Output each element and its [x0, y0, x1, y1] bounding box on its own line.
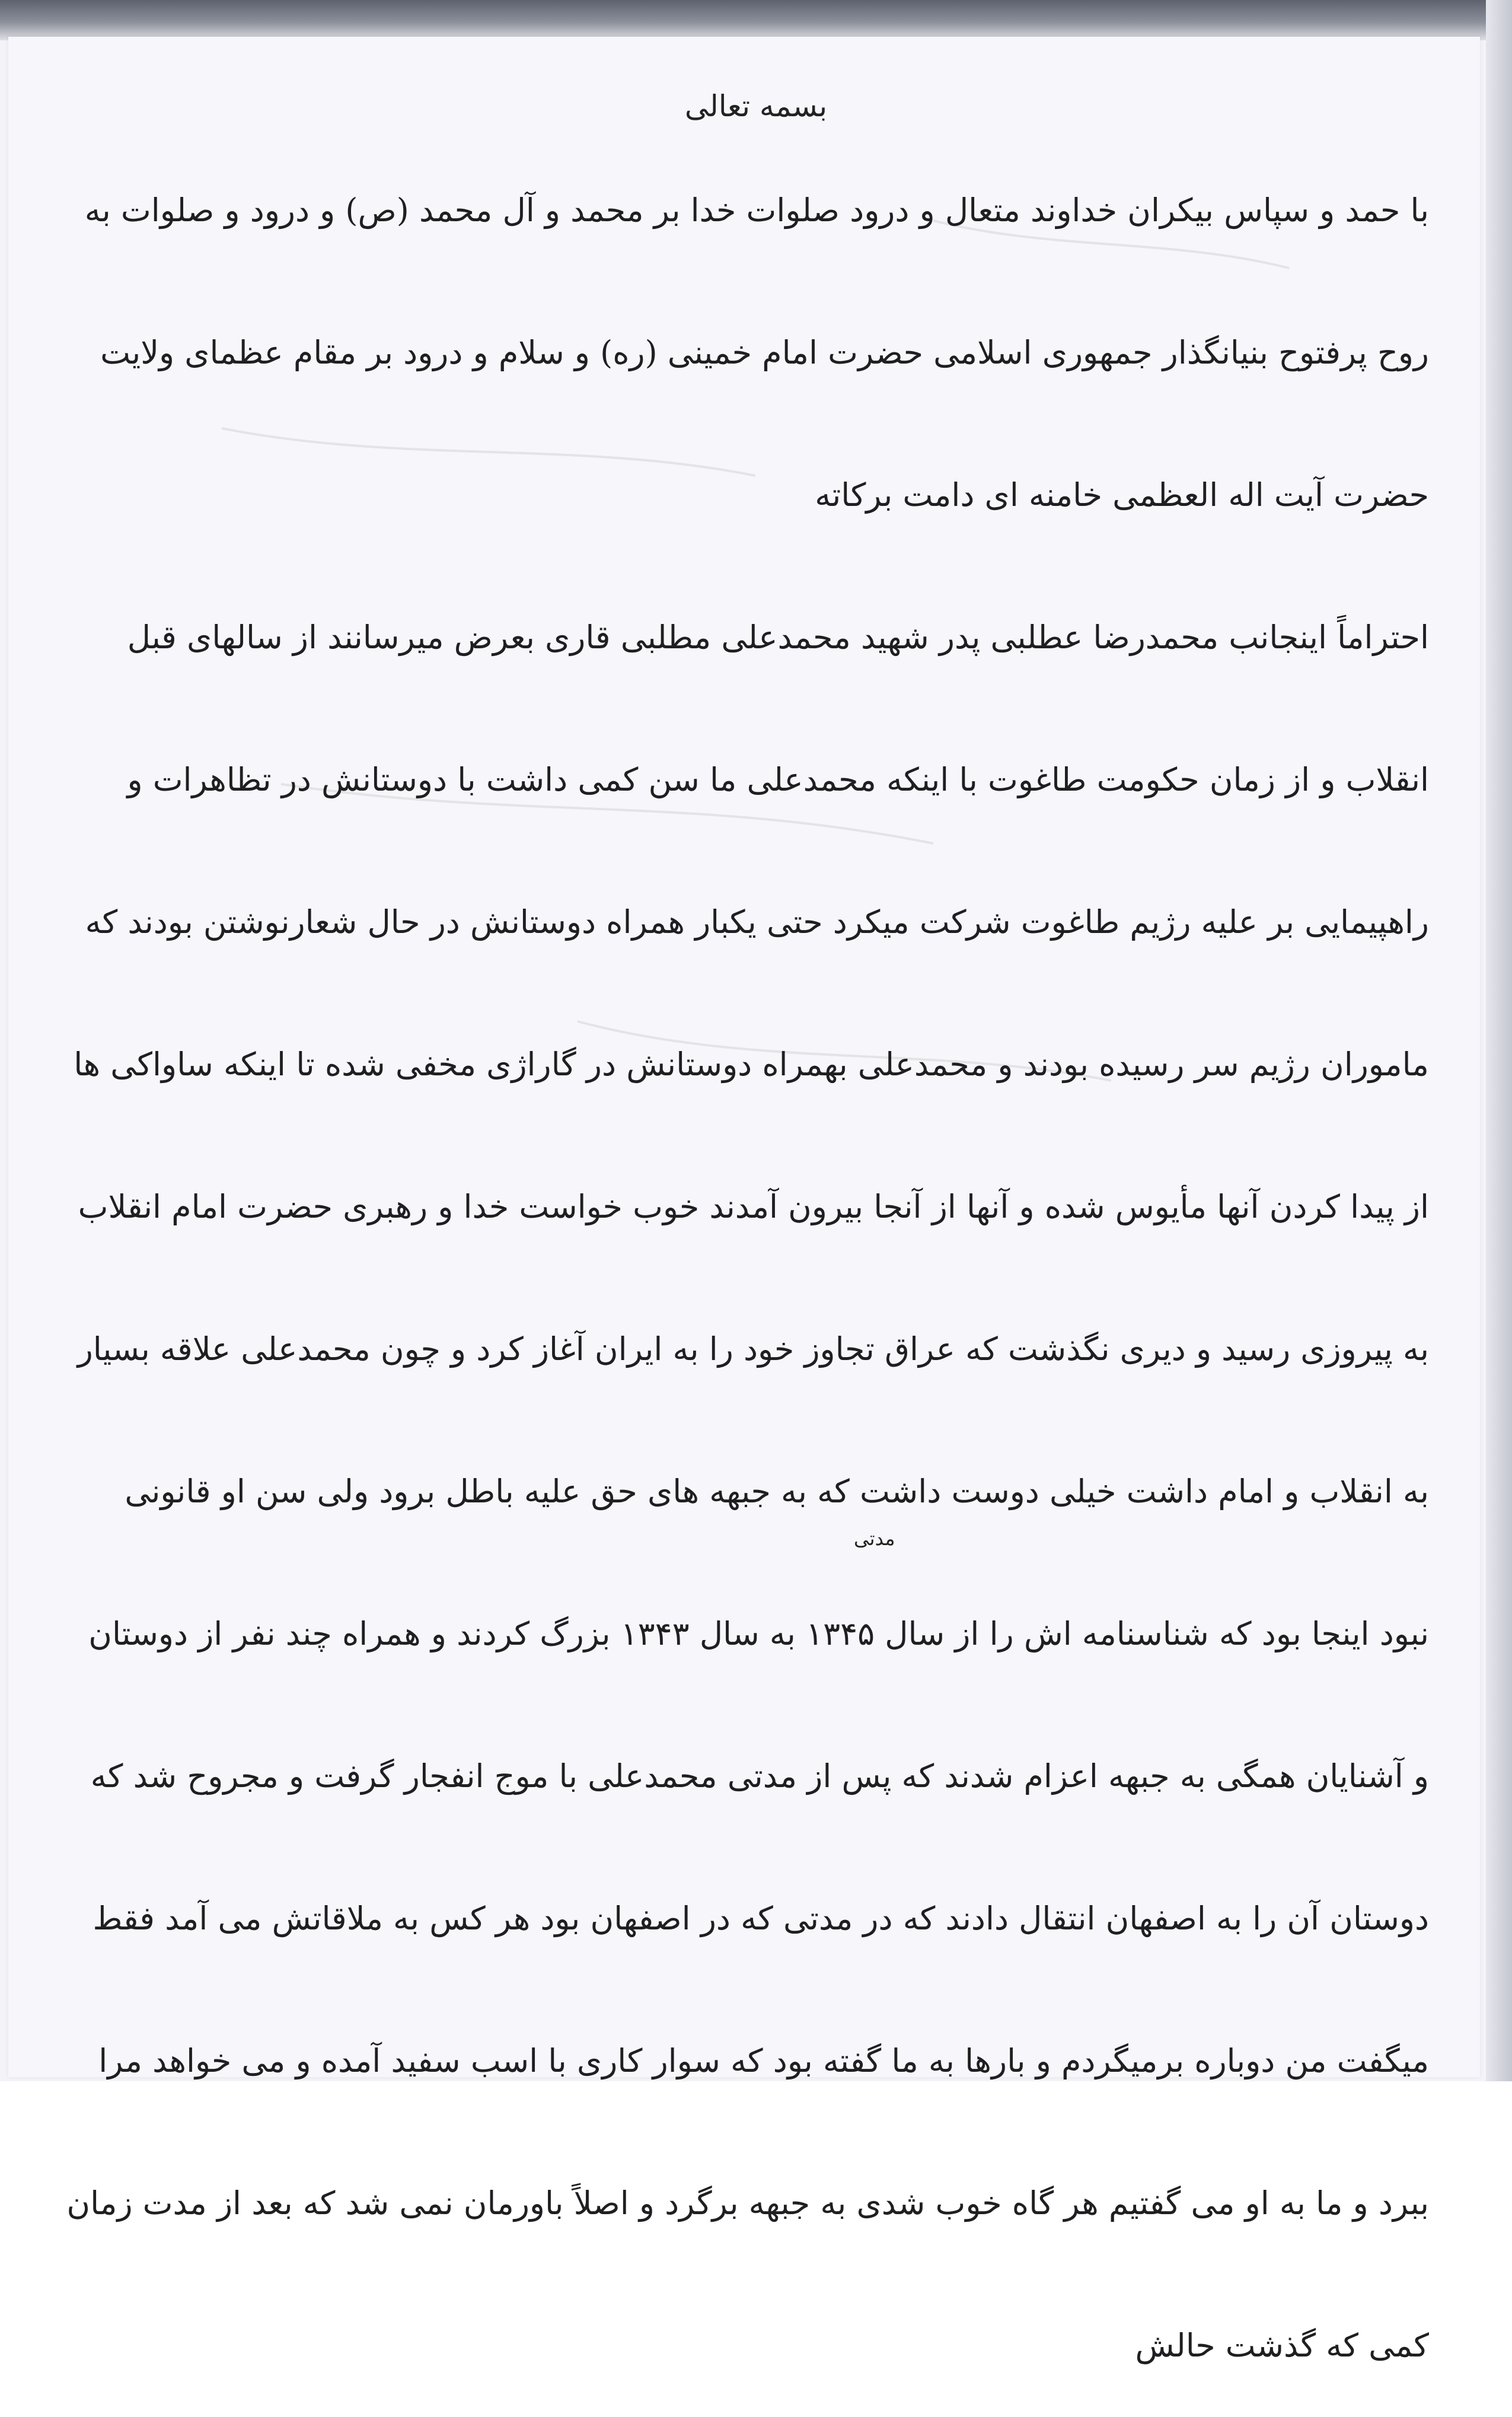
marginal-insert: مدتی [854, 1527, 895, 1550]
letter-body [65, 139, 1429, 2417]
letter-header: بسمه تعالی [684, 89, 828, 123]
scanner-top-edge [0, 0, 1512, 40]
scanner-right-edge [1486, 0, 1512, 2081]
paragraph-opening: با حمد و سپاس بیکران خداوند متعال و درود صلوات خدا بر محمد و آل محمد (ص) و درود و صلوات به روح پرفتوح بنیانگذار جمهوری اسلامی حضرت امام خمینی (ره) و سلام و درود بر مقام عظمای ولایت حضرت آیت اله العظمی خامنه ای دامت برکاته [84, 192, 1429, 514]
paragraph-main: احتراماً اینجانب محمدرضا عطلبی پدر شهید محمدعلی مطلبی قاری بعرض میرسانند از سالهای قبل انقلاب و از زمان حکومت طاغوت با اینکه محمدعلی ما سن کمی داشت با دوستانش در تظاهرات و راهپیمایی بر علیه رژیم طاغوت شرکت میکرد حتی یکبار همراه دوستانش در حال شعارنوشتن بودند که ماموران رژیم سر رسیده بودند و محمدعلی بهمراه دوستانش در گاراژی مخفی شده تا اینکه ساواکی ها از پیدا کردن آنها مأیوس شده و آنها از آنجا بیرون آمدند خوب خواست خدا و رهبری حضرت امام انقلاب به پیروزی رسید و دیری نگذشت که عراق تجاوز خود را به ایران آغاز کرد و چون محمدعلی علاقه بسیار به انقلاب و امام داشت خیلی دوست داشت که به جبهه های حق علیه باطل برود ولی سن او قانونی نبود اینجا بود که شناسنامه اش را از سال ۱۳۴۵ به سال ۱۳۴۳ بزرگ کردند و همراه چند نفر از دوستان و آشنایان همگی به جبهه اعزام شدند که پس از مدتی محمدعلی با موج انفجار گرفت و مجروح شد که دوستان آن را به اصفهان انتقال دادند که در مدتی که در اصفهان بود هر کس به ملاقاتش می آمد فقط میگفت من دوباره برمیگردم و بارها به ما گفته بود که سوار کاری با اسب سفید آمده و می خواهد مرا ببرد و ما به او می گفتیم هر گاه خوب شدی به جبهه برگرد و اصلاً باورمان نمی شد که بعد از مدت زمان کمی که گذشت حالش [66, 619, 1429, 2364]
